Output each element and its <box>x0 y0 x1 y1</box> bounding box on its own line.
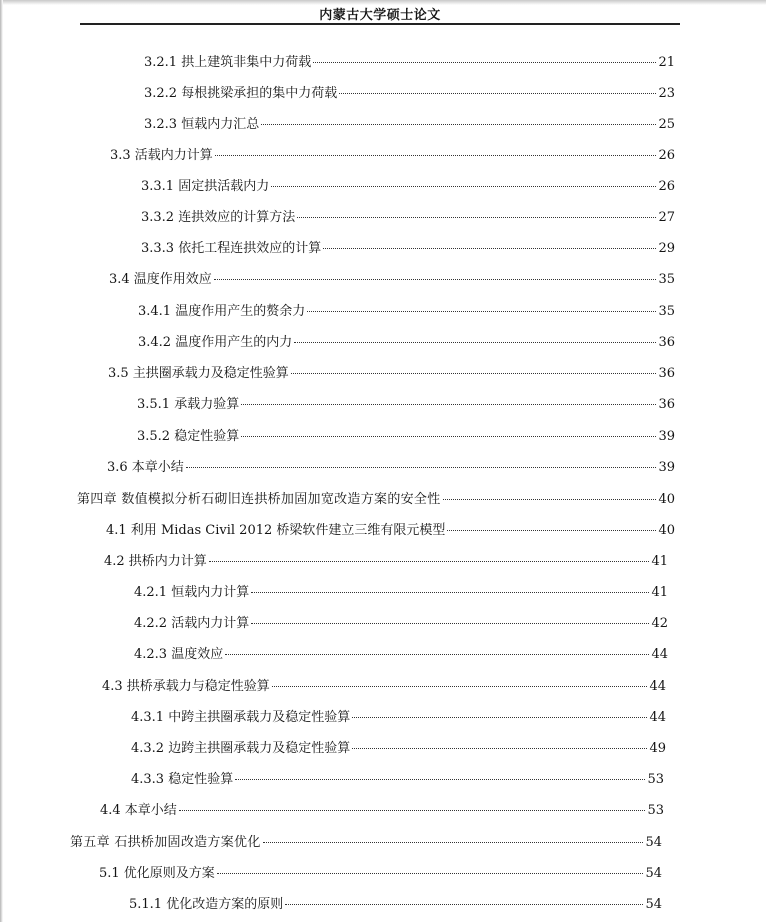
toc-entry-label: 4.2 拱桥内力计算 <box>104 554 207 569</box>
toc-page-number: 53 <box>647 772 664 787</box>
toc-leader-dots <box>297 217 656 218</box>
toc-page-number: 44 <box>649 710 666 725</box>
toc-leader-dots <box>313 62 656 63</box>
toc-page-number: 25 <box>658 117 675 132</box>
toc-entry-label: 3.5 主拱圈承载力及稳定性验算 <box>108 366 289 381</box>
toc-leader-dots <box>352 717 647 718</box>
toc-entry[interactable] <box>141 179 675 195</box>
toc-page-number: 26 <box>658 148 675 163</box>
toc-leader-dots <box>235 779 645 780</box>
toc-leader-dots <box>225 654 649 655</box>
toc-leader-dots <box>447 530 656 531</box>
toc-leader-dots <box>443 499 657 500</box>
toc-entry-label: 3.3 活载内力计算 <box>110 148 213 163</box>
toc-entry-label: 4.3 拱桥承载力与稳定性验算 <box>102 679 270 694</box>
toc-leader-dots <box>209 561 650 562</box>
toc-leader-dots <box>271 186 656 187</box>
toc-entry-label: 3.2.1 拱上建筑非集中力荷载 <box>144 55 312 70</box>
toc-entry-label: 3.3.3 依托工程连拱效应的计算 <box>141 241 322 256</box>
toc-entry-label: 3.2.3 恒载内力汇总 <box>144 117 260 132</box>
toc-page-number: 41 <box>651 585 668 600</box>
toc-page-number: 49 <box>649 741 666 756</box>
toc-entry-label: 3.5.2 稳定性验算 <box>137 429 240 444</box>
toc-entry-label: 3.4.1 温度作用产生的赘余力 <box>138 304 306 319</box>
toc-entry-label: 4.3.2 边跨主拱圈承载力及稳定性验算 <box>131 741 351 756</box>
scan-edge <box>0 0 3 922</box>
toc-entry[interactable] <box>100 803 664 819</box>
toc-entry-label: 3.2.2 每根挑梁承担的集中力荷载 <box>144 86 338 101</box>
toc-leader-dots <box>186 467 657 468</box>
toc-entry-chapter[interactable] <box>70 835 662 851</box>
toc-page-number: 29 <box>658 241 675 256</box>
toc-entry[interactable] <box>106 523 675 539</box>
toc-entry-chapter[interactable] <box>77 492 675 508</box>
toc-entry[interactable] <box>102 679 666 695</box>
toc-leader-dots <box>291 373 657 374</box>
toc-page-number: 23 <box>658 86 675 101</box>
toc-entry-label: 4.2.3 温度效应 <box>134 647 224 662</box>
toc-page-number: 54 <box>645 897 662 912</box>
toc-entry[interactable] <box>129 897 662 913</box>
toc-entry[interactable] <box>144 86 675 102</box>
toc-leader-dots <box>352 748 647 749</box>
toc-entry-label: 第五章 石拱桥加固改造方案优化 <box>70 835 261 850</box>
toc-leader-dots <box>251 592 649 593</box>
toc-leader-dots <box>241 436 656 437</box>
toc-page-number: 27 <box>658 210 675 225</box>
toc-entry-label: 4.4 本章小结 <box>100 803 177 818</box>
toc-entry-label: 3.3.2 连拱效应的计算方法 <box>141 210 296 225</box>
toc-entry-label: 4.2.1 恒载内力计算 <box>134 585 250 600</box>
toc-leader-dots <box>285 904 643 905</box>
toc-leader-dots <box>323 248 656 249</box>
toc-page-number: 36 <box>658 335 675 350</box>
toc-entry-label: 4.1 利用 Midas Civil 2012 桥梁软件建立三维有限元模型 <box>106 523 446 538</box>
toc-entry[interactable] <box>99 866 662 882</box>
toc-leader-dots <box>272 686 648 687</box>
toc-leader-dots <box>294 342 656 343</box>
toc-entry[interactable] <box>108 366 675 382</box>
toc-entry-label: 4.2.2 活载内力计算 <box>134 616 250 631</box>
toc-page-number: 35 <box>658 272 675 287</box>
toc-entry[interactable] <box>131 772 664 788</box>
toc-page-number: 21 <box>658 55 675 70</box>
toc-leader-dots <box>339 93 656 94</box>
toc-entry[interactable] <box>134 616 668 632</box>
page-header-title: 内蒙古大学硕士论文 <box>319 8 441 23</box>
toc-leader-dots <box>215 155 657 156</box>
toc-page-number: 40 <box>658 492 675 507</box>
toc-entry-label: 3.3.1 固定拱活载内力 <box>141 179 270 194</box>
toc-entry[interactable] <box>107 460 675 476</box>
toc-entry-label: 5.1.1 优化改造方案的原则 <box>129 897 284 912</box>
toc-page-number: 35 <box>658 304 675 319</box>
toc-entry[interactable] <box>109 272 675 288</box>
toc-leader-dots <box>307 311 656 312</box>
toc-page-number: 41 <box>651 554 668 569</box>
toc-leader-dots <box>251 623 649 624</box>
toc-page-number: 42 <box>651 616 668 631</box>
toc-page-number: 36 <box>658 366 675 381</box>
toc-page-number: 54 <box>645 866 662 881</box>
toc-entry-label: 3.4 温度作用效应 <box>109 272 212 287</box>
toc-page-number: 26 <box>658 179 675 194</box>
toc-entry-label: 3.6 本章小结 <box>107 460 184 475</box>
toc-entry-label: 第四章 数值模拟分析石砌旧连拱桥加固加宽改造方案的安全性 <box>77 492 441 507</box>
toc-leader-dots <box>214 279 657 280</box>
toc-entry[interactable] <box>137 397 675 413</box>
toc-leader-dots <box>261 124 656 125</box>
toc-entry[interactable] <box>144 55 675 71</box>
toc-page-number: 39 <box>658 460 675 475</box>
toc-entry-label: 4.3.1 中跨主拱圈承载力及稳定性验算 <box>131 710 351 725</box>
toc-entry[interactable] <box>138 304 675 320</box>
header-rule <box>80 23 680 25</box>
toc-leader-dots <box>241 404 656 405</box>
toc-page-number: 36 <box>658 397 675 412</box>
toc-entry[interactable] <box>138 335 675 351</box>
toc-entry[interactable] <box>141 210 675 226</box>
toc-leader-dots <box>217 873 644 874</box>
toc-entry-label: 5.1 优化原则及方案 <box>99 866 215 881</box>
toc-entry[interactable] <box>137 429 675 445</box>
toc-page-number: 44 <box>649 679 666 694</box>
toc-page-number: 53 <box>647 803 664 818</box>
toc-entry[interactable] <box>110 148 675 164</box>
toc-leader-dots <box>179 810 646 811</box>
toc-entry-label: 4.3.3 稳定性验算 <box>131 772 234 787</box>
toc-page-number: 44 <box>651 647 668 662</box>
toc-entry[interactable] <box>131 741 666 757</box>
toc-entry[interactable] <box>141 241 675 257</box>
toc-entry[interactable] <box>104 554 668 570</box>
toc-entry[interactable] <box>144 117 675 133</box>
toc-page-number: 40 <box>658 523 675 538</box>
toc-page-number: 54 <box>645 835 662 850</box>
toc-entry-label: 3.5.1 承载力验算 <box>137 397 240 412</box>
toc-page-number: 39 <box>658 429 675 444</box>
toc-leader-dots <box>263 842 644 843</box>
toc-entry-label: 3.4.2 温度作用产生的内力 <box>138 335 293 350</box>
toc-entry[interactable] <box>134 647 668 663</box>
toc-entry[interactable] <box>131 710 666 726</box>
toc-entry[interactable] <box>134 585 668 601</box>
